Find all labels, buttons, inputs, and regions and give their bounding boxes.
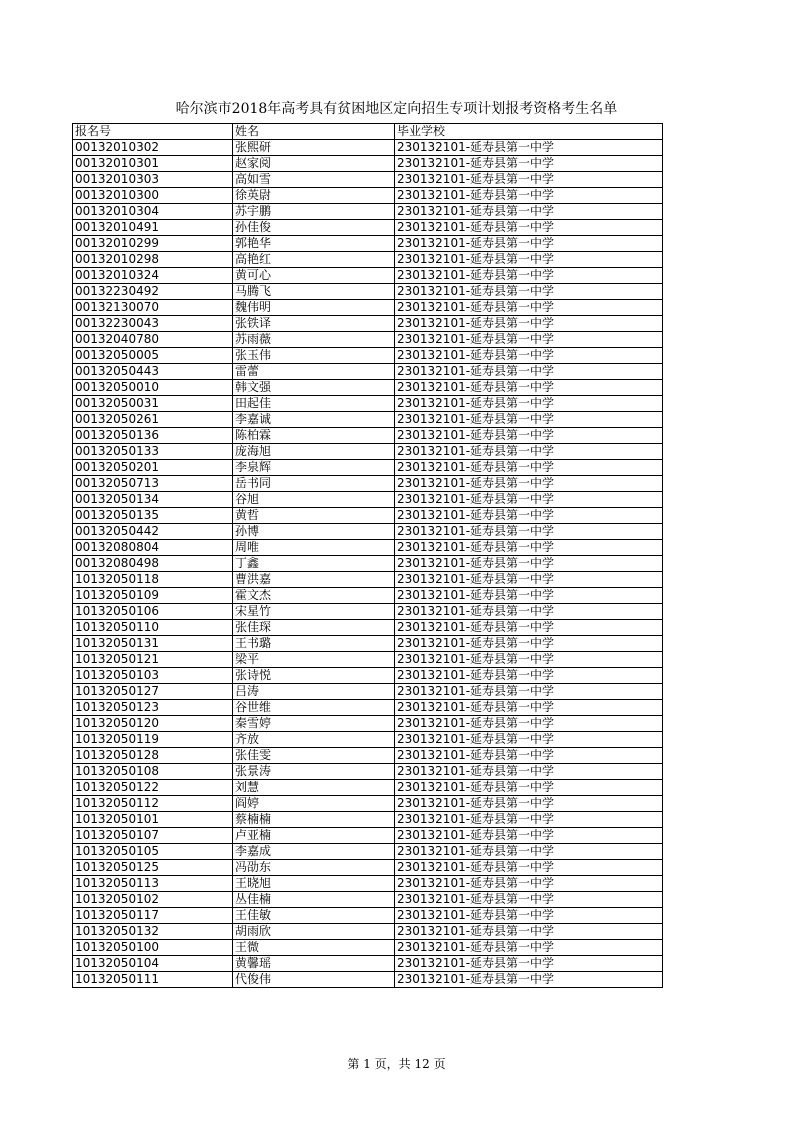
name-cell: 梁平 — [233, 652, 395, 668]
name-cell: 卢亚楠 — [233, 828, 395, 844]
name-cell: 岳书同 — [233, 476, 395, 492]
registration-number-cell: 00132050135 — [73, 508, 233, 524]
school-cell: 230132101-延寿县第一中学 — [395, 428, 663, 444]
registration-number-cell: 00132230043 — [73, 316, 233, 332]
name-cell: 李嘉诚 — [233, 412, 395, 428]
registration-number-cell: 10132050105 — [73, 844, 233, 860]
column-header-name: 姓名 — [233, 124, 395, 140]
table-row — [73, 604, 663, 620]
table-row — [73, 284, 663, 300]
registration-number-cell: 00132040780 — [73, 332, 233, 348]
table-row — [73, 780, 663, 796]
name-cell: 张熙研 — [233, 140, 395, 156]
name-cell: 高如雪 — [233, 172, 395, 188]
school-cell: 230132101-延寿县第一中学 — [395, 972, 663, 988]
school-cell: 230132101-延寿县第一中学 — [395, 476, 663, 492]
name-cell: 黄可心 — [233, 268, 395, 284]
table-row — [73, 412, 663, 428]
column-header-registration-number: 报名号 — [73, 124, 233, 140]
table-row — [73, 588, 663, 604]
name-cell: 张佳雯 — [233, 748, 395, 764]
name-cell: 王微 — [233, 940, 395, 956]
registration-number-cell: 00132050010 — [73, 380, 233, 396]
name-cell: 蔡楠楠 — [233, 812, 395, 828]
name-cell: 胡雨欣 — [233, 924, 395, 940]
name-cell: 霍文杰 — [233, 588, 395, 604]
name-cell: 刘慧 — [233, 780, 395, 796]
name-cell: 秦雪婷 — [233, 716, 395, 732]
school-cell: 230132101-延寿县第一中学 — [395, 460, 663, 476]
name-cell: 孙博 — [233, 524, 395, 540]
table-row — [73, 156, 663, 172]
name-cell: 田起佳 — [233, 396, 395, 412]
school-cell: 230132101-延寿县第一中学 — [395, 540, 663, 556]
name-cell: 李嘉成 — [233, 844, 395, 860]
table-row — [73, 220, 663, 236]
registration-number-cell: 00132050005 — [73, 348, 233, 364]
school-cell: 230132101-延寿县第一中学 — [395, 780, 663, 796]
school-cell: 230132101-延寿县第一中学 — [395, 684, 663, 700]
name-cell: 黄馨瑶 — [233, 956, 395, 972]
table-row — [73, 508, 663, 524]
table-row — [73, 524, 663, 540]
table-row — [73, 204, 663, 220]
school-cell: 230132101-延寿县第一中学 — [395, 556, 663, 572]
name-cell: 高艳红 — [233, 252, 395, 268]
registration-number-cell: 10132050125 — [73, 860, 233, 876]
candidate-table — [72, 123, 663, 988]
school-cell: 230132101-延寿县第一中学 — [395, 444, 663, 460]
table-row — [73, 364, 663, 380]
school-cell: 230132101-延寿县第一中学 — [395, 588, 663, 604]
name-cell: 魏伟明 — [233, 300, 395, 316]
school-cell: 230132101-延寿县第一中学 — [395, 492, 663, 508]
school-cell: 230132101-延寿县第一中学 — [395, 508, 663, 524]
school-cell: 230132101-延寿县第一中学 — [395, 908, 663, 924]
school-cell: 230132101-延寿县第一中学 — [395, 268, 663, 284]
school-cell: 230132101-延寿县第一中学 — [395, 572, 663, 588]
registration-number-cell: 00132050133 — [73, 444, 233, 460]
name-cell: 谷世维 — [233, 700, 395, 716]
registration-number-cell: 10132050108 — [73, 764, 233, 780]
school-cell: 230132101-延寿县第一中学 — [395, 204, 663, 220]
table-row — [73, 716, 663, 732]
name-cell: 庞海旭 — [233, 444, 395, 460]
name-cell: 王晓旭 — [233, 876, 395, 892]
name-cell: 齐放 — [233, 732, 395, 748]
school-cell: 230132101-延寿县第一中学 — [395, 316, 663, 332]
name-cell: 苏宇鹏 — [233, 204, 395, 220]
name-cell: 曹洪嘉 — [233, 572, 395, 588]
school-cell: 230132101-延寿县第一中学 — [395, 236, 663, 252]
registration-number-cell: 00132050201 — [73, 460, 233, 476]
registration-number-cell: 00132050713 — [73, 476, 233, 492]
registration-number-cell: 10132050102 — [73, 892, 233, 908]
school-cell: 230132101-延寿县第一中学 — [395, 220, 663, 236]
name-cell: 张诗悦 — [233, 668, 395, 684]
registration-number-cell: 10132050111 — [73, 972, 233, 988]
table-row — [73, 876, 663, 892]
table-row — [73, 348, 663, 364]
registration-number-cell: 10132050106 — [73, 604, 233, 620]
name-cell: 代俊伟 — [233, 972, 395, 988]
table-row — [73, 396, 663, 412]
registration-number-cell: 00132010491 — [73, 220, 233, 236]
name-cell: 周唯 — [233, 540, 395, 556]
school-cell: 230132101-延寿县第一中学 — [395, 812, 663, 828]
page-footer: 第 1 页，共 12 页 — [347, 1057, 446, 1071]
registration-number-cell: 10132050110 — [73, 620, 233, 636]
school-cell: 230132101-延寿县第一中学 — [395, 716, 663, 732]
registration-number-cell: 10132050104 — [73, 956, 233, 972]
school-cell: 230132101-延寿县第一中学 — [395, 748, 663, 764]
name-cell: 丁鑫 — [233, 556, 395, 572]
school-cell: 230132101-延寿县第一中学 — [395, 412, 663, 428]
school-cell: 230132101-延寿县第一中学 — [395, 668, 663, 684]
table-row — [73, 668, 663, 684]
table-row — [73, 908, 663, 924]
table-row — [73, 828, 663, 844]
table-header-row — [73, 124, 663, 140]
school-cell: 230132101-延寿县第一中学 — [395, 604, 663, 620]
name-cell: 宋星竹 — [233, 604, 395, 620]
registration-number-cell: 00132010304 — [73, 204, 233, 220]
name-cell: 黄哲 — [233, 508, 395, 524]
registration-number-cell: 00132080498 — [73, 556, 233, 572]
school-cell: 230132101-延寿县第一中学 — [395, 940, 663, 956]
table-row — [73, 428, 663, 444]
registration-number-cell: 10132050120 — [73, 716, 233, 732]
school-cell: 230132101-延寿县第一中学 — [395, 764, 663, 780]
school-cell: 230132101-延寿县第一中学 — [395, 524, 663, 540]
table-row — [73, 700, 663, 716]
registration-number-cell: 00132130070 — [73, 300, 233, 316]
table-row — [73, 748, 663, 764]
school-cell: 230132101-延寿县第一中学 — [395, 860, 663, 876]
school-cell: 230132101-延寿县第一中学 — [395, 956, 663, 972]
school-cell: 230132101-延寿县第一中学 — [395, 396, 663, 412]
name-cell: 张铁译 — [233, 316, 395, 332]
registration-number-cell: 00132230492 — [73, 284, 233, 300]
table-row — [73, 684, 663, 700]
school-cell: 230132101-延寿县第一中学 — [395, 732, 663, 748]
school-cell: 230132101-延寿县第一中学 — [395, 620, 663, 636]
table-row — [73, 844, 663, 860]
school-cell: 230132101-延寿县第一中学 — [395, 348, 663, 364]
registration-number-cell: 00132010300 — [73, 188, 233, 204]
registration-number-cell: 10132050117 — [73, 908, 233, 924]
name-cell: 孙佳俊 — [233, 220, 395, 236]
registration-number-cell: 00132050031 — [73, 396, 233, 412]
table-row — [73, 188, 663, 204]
table-row — [73, 620, 663, 636]
table-row — [73, 972, 663, 988]
school-cell: 230132101-延寿县第一中学 — [395, 876, 663, 892]
registration-number-cell: 10132050109 — [73, 588, 233, 604]
registration-number-cell: 00132010324 — [73, 268, 233, 284]
registration-number-cell: 10132050128 — [73, 748, 233, 764]
table-row — [73, 924, 663, 940]
name-cell: 韩文强 — [233, 380, 395, 396]
table-row — [73, 476, 663, 492]
name-cell: 马腾飞 — [233, 284, 395, 300]
table-row — [73, 556, 663, 572]
school-cell: 230132101-延寿县第一中学 — [395, 924, 663, 940]
school-cell: 230132101-延寿县第一中学 — [395, 172, 663, 188]
name-cell: 冯劭东 — [233, 860, 395, 876]
table-row — [73, 172, 663, 188]
registration-number-cell: 00132010303 — [73, 172, 233, 188]
table-row — [73, 300, 663, 316]
school-cell: 230132101-延寿县第一中学 — [395, 636, 663, 652]
name-cell: 张景涛 — [233, 764, 395, 780]
registration-number-cell: 10132050101 — [73, 812, 233, 828]
registration-number-cell: 10132050122 — [73, 780, 233, 796]
registration-number-cell: 00132050136 — [73, 428, 233, 444]
table-row — [73, 236, 663, 252]
name-cell: 张佳琛 — [233, 620, 395, 636]
school-cell: 230132101-延寿县第一中学 — [395, 700, 663, 716]
table-row — [73, 380, 663, 396]
name-cell: 王佳敏 — [233, 908, 395, 924]
school-cell: 230132101-延寿县第一中学 — [395, 332, 663, 348]
registration-number-cell: 00132080804 — [73, 540, 233, 556]
registration-number-cell: 00132050442 — [73, 524, 233, 540]
school-cell: 230132101-延寿县第一中学 — [395, 796, 663, 812]
table-row — [73, 764, 663, 780]
name-cell: 王书璐 — [233, 636, 395, 652]
table-row — [73, 732, 663, 748]
table-row — [73, 892, 663, 908]
registration-number-cell: 00132010302 — [73, 140, 233, 156]
school-cell: 230132101-延寿县第一中学 — [395, 300, 663, 316]
registration-number-cell: 00132050443 — [73, 364, 233, 380]
registration-number-cell: 00132050134 — [73, 492, 233, 508]
registration-number-cell: 10132050103 — [73, 668, 233, 684]
table-row — [73, 332, 663, 348]
registration-number-cell: 10132050112 — [73, 796, 233, 812]
table-row — [73, 140, 663, 156]
registration-number-cell: 10132050121 — [73, 652, 233, 668]
registration-number-cell: 00132050261 — [73, 412, 233, 428]
table-row — [73, 252, 663, 268]
school-cell: 230132101-延寿县第一中学 — [395, 252, 663, 268]
table-row — [73, 540, 663, 556]
registration-number-cell: 10132050132 — [73, 924, 233, 940]
table-row — [73, 316, 663, 332]
registration-number-cell: 10132050107 — [73, 828, 233, 844]
name-cell: 李泉辉 — [233, 460, 395, 476]
name-cell: 雷蕾 — [233, 364, 395, 380]
name-cell: 郭艳华 — [233, 236, 395, 252]
registration-number-cell: 10132050131 — [73, 636, 233, 652]
school-cell: 230132101-延寿县第一中学 — [395, 364, 663, 380]
table-row — [73, 796, 663, 812]
table-row — [73, 636, 663, 652]
school-cell: 230132101-延寿县第一中学 — [395, 284, 663, 300]
name-cell: 丛佳楠 — [233, 892, 395, 908]
table-row — [73, 812, 663, 828]
table-row — [73, 268, 663, 284]
school-cell: 230132101-延寿县第一中学 — [395, 828, 663, 844]
name-cell: 谷旭 — [233, 492, 395, 508]
table-row — [73, 652, 663, 668]
registration-number-cell: 10132050119 — [73, 732, 233, 748]
table-row — [73, 572, 663, 588]
registration-number-cell: 10132050123 — [73, 700, 233, 716]
name-cell: 吕涛 — [233, 684, 395, 700]
table-row — [73, 460, 663, 476]
table-row — [73, 860, 663, 876]
school-cell: 230132101-延寿县第一中学 — [395, 892, 663, 908]
school-cell: 230132101-延寿县第一中学 — [395, 380, 663, 396]
name-cell: 赵家阅 — [233, 156, 395, 172]
registration-number-cell: 10132050127 — [73, 684, 233, 700]
name-cell: 徐英尉 — [233, 188, 395, 204]
school-cell: 230132101-延寿县第一中学 — [395, 844, 663, 860]
school-cell: 230132101-延寿县第一中学 — [395, 652, 663, 668]
school-cell: 230132101-延寿县第一中学 — [395, 188, 663, 204]
name-cell: 阎婷 — [233, 796, 395, 812]
registration-number-cell: 00132010298 — [73, 252, 233, 268]
registration-number-cell: 00132010301 — [73, 156, 233, 172]
registration-number-cell: 10132050118 — [73, 572, 233, 588]
column-header-school: 毕业学校 — [395, 124, 663, 140]
table-row — [73, 956, 663, 972]
document-title: 哈尔滨市2018年高考具有贫困地区定向招生专项计划报考资格考生名单 — [175, 101, 618, 117]
name-cell: 苏雨薇 — [233, 332, 395, 348]
school-cell: 230132101-延寿县第一中学 — [395, 140, 663, 156]
registration-number-cell: 10132050113 — [73, 876, 233, 892]
school-cell: 230132101-延寿县第一中学 — [395, 156, 663, 172]
table-row — [73, 492, 663, 508]
table-row — [73, 940, 663, 956]
name-cell: 张玉伟 — [233, 348, 395, 364]
registration-number-cell: 00132010299 — [73, 236, 233, 252]
registration-number-cell: 10132050100 — [73, 940, 233, 956]
name-cell: 陈柏霖 — [233, 428, 395, 444]
table-row — [73, 444, 663, 460]
